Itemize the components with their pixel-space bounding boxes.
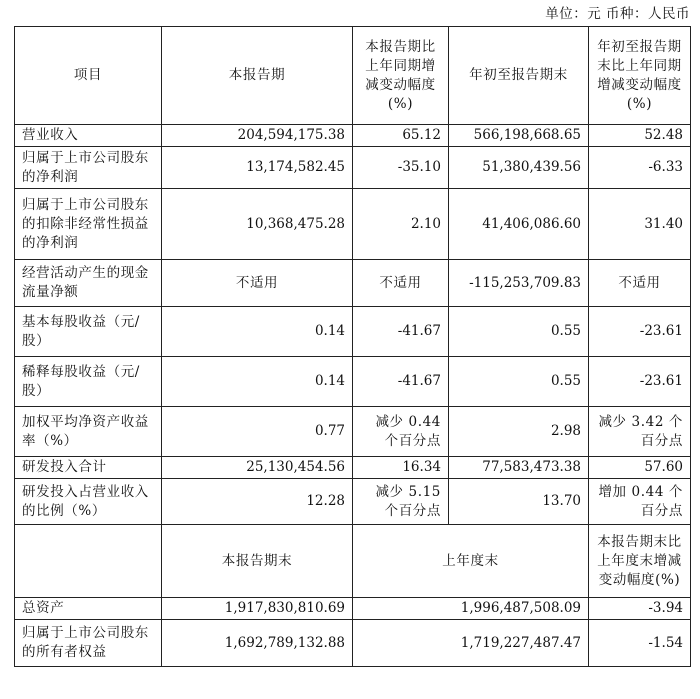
header2-prior-year-end: 上年度末 [353,525,589,598]
cell-period-end: 1,692,789,132.88 [162,620,353,667]
row-label: 经营活动产生的现金 流量净额 [15,260,162,307]
cell-current: 25,130,454.56 [162,457,353,479]
table-row [15,189,691,260]
cell-yoy: 不适用 [353,260,449,307]
header-item: 项目 [15,27,162,125]
table-row [15,357,691,407]
row-label: 加权平均净资产收益 率（%） [15,407,162,457]
cell-period-end: 1,917,830,810.69 [162,598,353,620]
header2-change: 本报告期末比 上年度末增减 变动幅度(%) [589,525,691,598]
cell-prior-year-end: 1,996,487,508.09 [353,598,589,620]
header-current-period: 本报告期 [162,27,353,125]
row-label: 基本每股收益（元/ 股） [15,307,162,357]
row-label: 稀释每股收益（元/ 股） [15,357,162,407]
row-label: 总资产 [15,598,162,620]
table-row [15,620,691,667]
table-row [15,260,691,307]
cell-ytd-yoy: -23.61 [589,357,691,407]
cell-ytd: 0.55 [449,357,589,407]
cell-ytd-yoy: 57.60 [589,457,691,479]
cell-current: 10,368,475.28 [162,189,353,260]
cell-yoy: -41.67 [353,357,449,407]
cell-change: -1.54 [589,620,691,667]
cell-yoy: 减少 0.44 个百分点 [353,407,449,457]
financial-data-table [14,26,691,667]
cell-ytd: 566,198,668.65 [449,125,589,147]
cell-ytd-yoy: 52.48 [589,125,691,147]
cell-yoy: 16.34 [353,457,449,479]
cell-prior-year-end: 1,719,227,487.47 [353,620,589,667]
cell-ytd: -115,253,709.83 [449,260,589,307]
cell-ytd: 77,583,473.38 [449,457,589,479]
cell-ytd-yoy: 31.40 [589,189,691,260]
table-row [15,147,691,189]
row-label: 营业收入 [15,125,162,147]
table-row [15,598,691,620]
row-label: 归属于上市公司股东 的净利润 [15,147,162,189]
cell-ytd-yoy: -6.33 [589,147,691,189]
cell-ytd-yoy: -23.61 [589,307,691,357]
table-row [15,407,691,457]
cell-current: 不适用 [162,260,353,307]
cell-current: 0.77 [162,407,353,457]
header-ytd: 年初至报告期末 [449,27,589,125]
table-row [15,457,691,479]
cell-current: 204,594,175.38 [162,125,353,147]
header2-empty [15,525,162,598]
table-header-row [15,27,691,125]
cell-ytd-yoy: 减少 3.42 个 百分点 [589,407,691,457]
cell-yoy: -35.10 [353,147,449,189]
cell-ytd-yoy: 不适用 [589,260,691,307]
row-label: 归属于上市公司股东 的所有者权益 [15,620,162,667]
table-row [15,479,691,525]
cell-ytd: 13.70 [449,479,589,525]
header-yoy-change: 本报告期比 上年同期增 减变动幅度 (%) [353,27,449,125]
table-row [15,125,691,147]
cell-yoy: -41.67 [353,307,449,357]
unit-currency-note: 单位：元 币种：人民币 [545,6,690,22]
cell-ytd-yoy: 增加 0.44 个 百分点 [589,479,691,525]
cell-yoy: 减少 5.15 个百分点 [353,479,449,525]
cell-current: 13,174,582.45 [162,147,353,189]
row-label: 归属于上市公司股东 的扣除非经常性损益 的净利润 [15,189,162,260]
cell-current: 0.14 [162,307,353,357]
cell-ytd: 51,380,439.56 [449,147,589,189]
header2-period-end: 本报告期末 [162,525,353,598]
table-header-row-2 [15,525,691,598]
cell-yoy: 65.12 [353,125,449,147]
cell-current: 0.14 [162,357,353,407]
table-row [15,307,691,357]
cell-ytd: 41,406,086.60 [449,189,589,260]
cell-ytd: 0.55 [449,307,589,357]
cell-change: -3.94 [589,598,691,620]
cell-ytd: 2.98 [449,407,589,457]
row-label: 研发投入合计 [15,457,162,479]
header-ytd-change: 年初至报告期 末比上年同期 增减变动幅度 (%) [589,27,691,125]
row-label: 研发投入占营业收入 的比例（%） [15,479,162,525]
cell-current: 12.28 [162,479,353,525]
cell-yoy: 2.10 [353,189,449,260]
